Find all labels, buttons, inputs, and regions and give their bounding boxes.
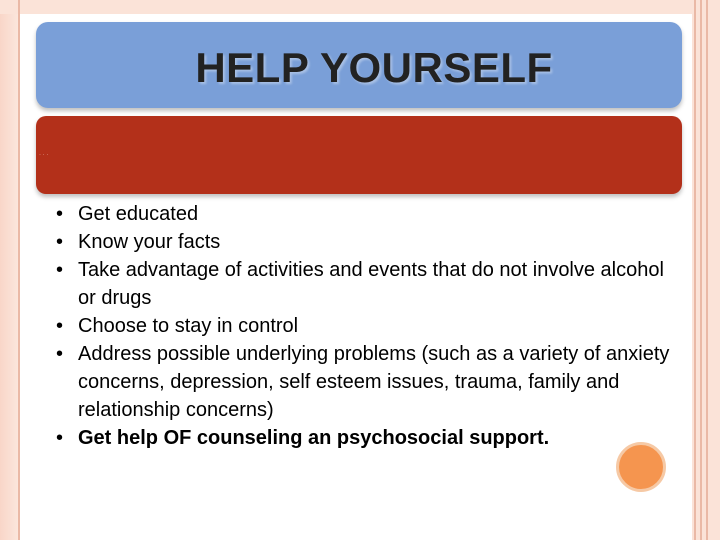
slide [20,14,692,540]
bullet-icon: • [56,343,64,365]
frame-line [706,0,708,540]
list-item-text: Take advantage of activities and events that do not involve alcohol or drugs [78,259,664,309]
list-item [56,256,676,312]
title-bar [36,22,682,108]
bullet-icon: • [56,427,64,449]
bullet-icon: • [56,315,64,337]
subtitle-bar-text: · · · [39,152,49,158]
bullet-icon: • [56,231,64,253]
frame-line [694,0,696,540]
bullet-list [56,200,676,452]
slide-title: HELP YOURSELF [195,44,553,91]
list-item-text: Address possible underlying problems (such as a variety of anxiety concerns, depression, self esteem issues, trauma, family and relationship concerns) [78,343,670,421]
list-item-text: Get help OF counseling an psychosocial support. [78,427,550,449]
bullet-icon: • [56,203,64,225]
bullet-icon: • [56,259,64,281]
list-item [56,228,676,256]
list-item-text: Know your facts [78,231,221,253]
orange-circle-decor [616,442,666,492]
top-edge-decor [0,0,720,14]
left-edge-decor [0,0,18,540]
frame-line [700,0,702,540]
list-item [56,340,676,424]
list-item-text: Get educated [78,203,199,225]
list-item [56,312,676,340]
list-item-text: Choose to stay in control [78,315,299,337]
list-item [56,424,676,452]
list-item [56,200,676,228]
subtitle-bar [36,116,682,194]
